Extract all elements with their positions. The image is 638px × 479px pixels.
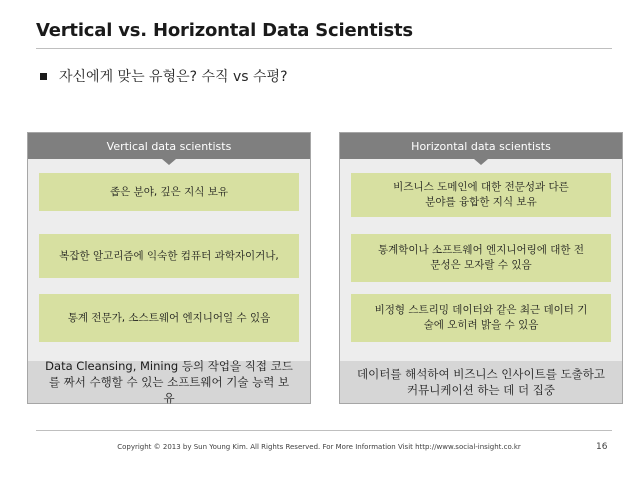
horizontal-panel-footer: [340, 361, 622, 403]
vertical-footer-text: Data Cleansing, Mining 등의 작업을 직접 코드를 짜서 수행할 수 있는 소프트웨어 기술 능력 보유: [45, 359, 293, 405]
horizontal-box-2-text: 통계학이나 소프트웨어 엔지니어링에 대한 전문성은 모자랄 수 있음: [377, 244, 585, 271]
header-notch: [162, 159, 176, 165]
horizontal-panel-header: Horizontal data scientists: [340, 133, 622, 159]
page-number: 16: [596, 442, 608, 452]
horizontal-box-1: [351, 173, 611, 217]
horizontal-box-3: [351, 294, 611, 342]
bullet-question: [40, 66, 288, 86]
vertical-box-2: 복잡한 알고리즘에 익숙한 컴퓨터 과학자이거나,: [39, 234, 299, 278]
vertical-box-3: 통계 전문가, 소스트웨어 엔지니어일 수 있음: [39, 294, 299, 342]
vertical-panel-footer: [28, 361, 310, 403]
square-bullet-icon: [40, 73, 47, 80]
horizontal-box-1-text: 비즈니스 도메인에 대한 전문성과 다른 분야를 융합한 지식 보유: [393, 181, 569, 208]
vertical-panel-header: Vertical data scientists: [28, 133, 310, 159]
title-divider: [36, 48, 612, 49]
footer-divider: [36, 430, 612, 431]
horizontal-box-2: [351, 234, 611, 282]
header-notch: [474, 159, 488, 165]
copyright-notice: Copyright © 2013 by Sun Young Kim. All Rights Reserved. For More Information Visit http://www.social-insight.co.kr: [117, 443, 521, 451]
slide-title: Vertical vs. Horizontal Data Scientists: [36, 20, 413, 41]
vertical-box-1: 좁은 분야, 깊은 지식 보유: [39, 173, 299, 211]
horizontal-footer-text: 데이터를 해석하여 비즈니스 인사이트를 도출하고 커뮤니케이션 하는 데 더 집중: [357, 367, 605, 397]
horizontal-panel: [339, 132, 623, 404]
vertical-panel: [27, 132, 311, 404]
horizontal-box-3-text: 비정형 스트리밍 데이터와 같은 최근 데이터 기술에 오히려 밝을 수 있음: [374, 304, 588, 331]
bullet-text: 자신에게 맞는 유형은? 수직 vs 수평?: [59, 69, 288, 85]
